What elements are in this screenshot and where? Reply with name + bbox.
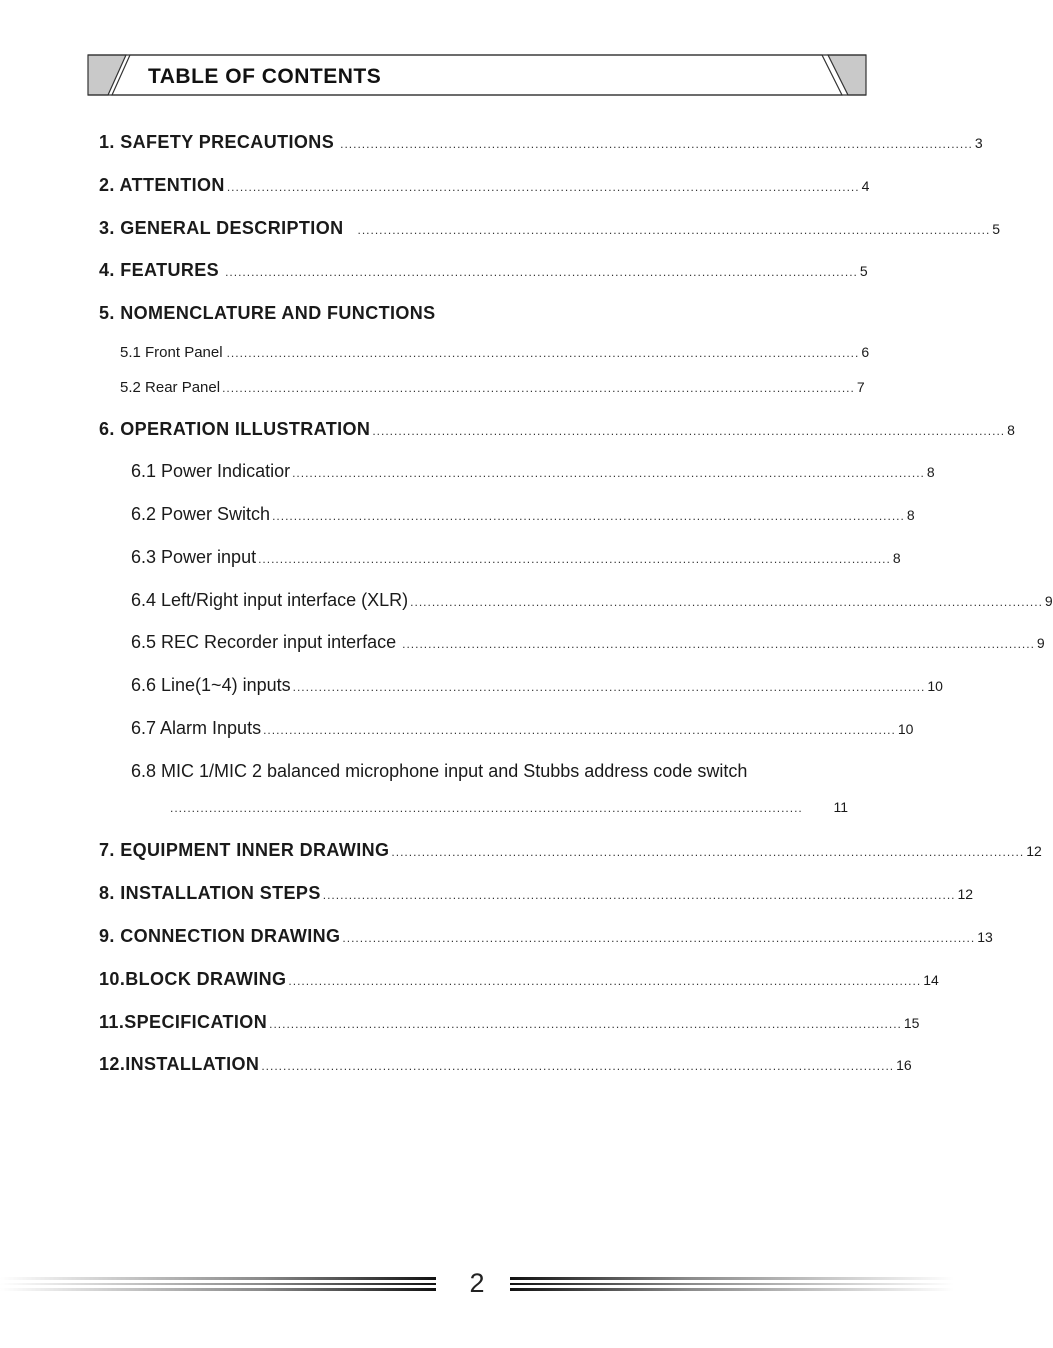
toc-page-number: 4 (861, 178, 870, 194)
dot-leader: .................................................................................................................................................. (340, 137, 973, 151)
dot-leader: .................................................................................................................................................. (292, 680, 926, 694)
toc-entry[interactable] (131, 718, 914, 739)
toc-page-number: 5 (992, 221, 1001, 237)
toc-entry-label: 12.INSTALLATION (99, 1054, 260, 1074)
toc-entry-label: 6.7 Alarm Inputs (131, 718, 262, 738)
toc-entry-label: 6.5 REC Recorder input interface (131, 632, 397, 652)
toc-entry[interactable] (99, 218, 1001, 239)
dot-leader: .................................................................................................................................................. (288, 974, 922, 988)
toc-entry-label: 8. INSTALLATION STEPS (99, 883, 321, 903)
dot-leader: .................................................................................................................................................. (170, 801, 803, 815)
page-number: 2 (469, 1268, 485, 1298)
toc-entry[interactable] (131, 547, 901, 568)
toc-page-number: 5 (859, 263, 868, 279)
toc-entry-label: 5. NOMENCLATURE AND FUNCTIONS (99, 303, 436, 323)
toc-entry-label: 9. CONNECTION DRAWING (99, 926, 341, 946)
toc-entry-label: 4. FEATURES (99, 260, 220, 280)
toc-page-number: 10 (927, 678, 943, 694)
toc-page-number: 3 (974, 135, 983, 151)
toc-page-number: 8 (892, 550, 901, 566)
toc-page-number: 8 (926, 464, 935, 480)
toc-entry[interactable] (131, 632, 1045, 653)
toc-entry-label: 5.2 Rear Panel (120, 379, 221, 396)
toc-page-number: 12 (1026, 843, 1042, 859)
toc-entry-label: 6.4 Left/Right input interface (XLR) (131, 590, 409, 610)
dot-leader: .................................................................................................................................................. (357, 223, 991, 237)
toc-entry[interactable] (99, 926, 993, 947)
toc-entry[interactable] (99, 1054, 912, 1075)
toc-entry[interactable] (99, 969, 939, 990)
dot-leader: .................................................................................................................................................. (342, 931, 976, 945)
toc-entry-label: 6.1 Power Indicatior (131, 461, 291, 481)
dot-leader: .................................................................................................................................................. (292, 466, 925, 480)
toc-page-number: 8 (906, 507, 915, 523)
toc-page-number: 9 (1044, 593, 1053, 609)
dot-leader: .................................................................................................................................................. (372, 424, 1006, 438)
page-title: TABLE OF CONTENTS (148, 65, 382, 88)
toc-entry-label: 10.BLOCK DRAWING (99, 969, 287, 989)
toc-page-number: 11 (833, 799, 848, 815)
toc-page-number: 7 (856, 379, 865, 395)
toc-entry[interactable] (131, 504, 915, 525)
dot-leader: .................................................................................................................................................. (226, 346, 860, 360)
toc-entry-label: 1. SAFETY PRECAUTIONS (99, 132, 335, 152)
dot-leader: .................................................................................................................................................. (410, 595, 1043, 609)
toc-entry[interactable] (99, 175, 870, 196)
toc-entry-label: 6.3 Power input (131, 547, 257, 567)
dot-leader: .................................................................................................................................................. (222, 381, 855, 395)
toc-entry-continuation[interactable] (170, 799, 848, 815)
toc-entry-label: 6.2 Power Switch (131, 504, 271, 524)
dot-leader: .................................................................................................................................................. (269, 1017, 902, 1031)
toc-entry-label: 2. ATTENTION (99, 175, 225, 195)
dot-leader: .................................................................................................................................................. (225, 265, 858, 279)
toc-entry-label: 11.SPECIFICATION (99, 1012, 268, 1032)
toc-entry[interactable] (131, 461, 935, 482)
toc-page-number: 16 (896, 1057, 912, 1073)
toc-page-number: 15 (903, 1015, 920, 1031)
toc-entry[interactable] (99, 883, 974, 904)
section-header (86, 53, 868, 97)
toc-entry[interactable] (120, 379, 865, 396)
toc-page-number: 8 (1007, 422, 1015, 438)
toc-entry[interactable] (99, 303, 848, 324)
toc-entry[interactable] (120, 344, 870, 361)
toc-entry-label: 3. GENERAL DESCRIPTION (99, 218, 344, 238)
toc-entry[interactable] (99, 840, 1042, 861)
toc-entry[interactable] (131, 675, 943, 696)
toc-entry[interactable] (99, 419, 1015, 440)
dot-leader: .................................................................................................................................................. (226, 180, 860, 194)
toc-entry-label: 6. OPERATION ILLUSTRATION (99, 419, 371, 439)
dot-leader: .................................................................................................................................................. (258, 552, 891, 566)
toc-page-number: 6 (861, 344, 870, 360)
toc-page-number: 9 (1036, 635, 1045, 651)
toc-page-number: 13 (977, 929, 993, 945)
toc-entry[interactable] (99, 260, 868, 281)
toc-entry[interactable] (131, 590, 1053, 611)
toc-entry[interactable] (131, 761, 848, 782)
toc-entry[interactable] (99, 1012, 920, 1033)
toc-page-number: 14 (923, 972, 939, 988)
toc-entry[interactable] (99, 132, 983, 153)
toc-entry-label: 7. EQUIPMENT INNER DRAWING (99, 840, 390, 860)
dot-leader: .................................................................................................................................................. (322, 888, 956, 902)
toc-entry-label: 5.1 Front Panel (120, 344, 223, 361)
dot-leader: .................................................................................................................................................. (391, 845, 1025, 859)
dot-leader: .................................................................................................................................................. (263, 723, 896, 737)
dot-leader: .................................................................................................................................................. (261, 1059, 895, 1073)
toc-entry-label: 6.8 MIC 1/MIC 2 balanced microphone input and Stubbs address code switch (131, 761, 748, 781)
toc-entry-label: 6.6 Line(1~4) inputs (131, 675, 291, 695)
dot-leader: .................................................................................................................................................. (272, 509, 905, 523)
toc-page-number: 12 (957, 886, 974, 902)
toc-page-number: 10 (897, 721, 914, 737)
dot-leader: .................................................................................................................................................. (402, 637, 1035, 651)
